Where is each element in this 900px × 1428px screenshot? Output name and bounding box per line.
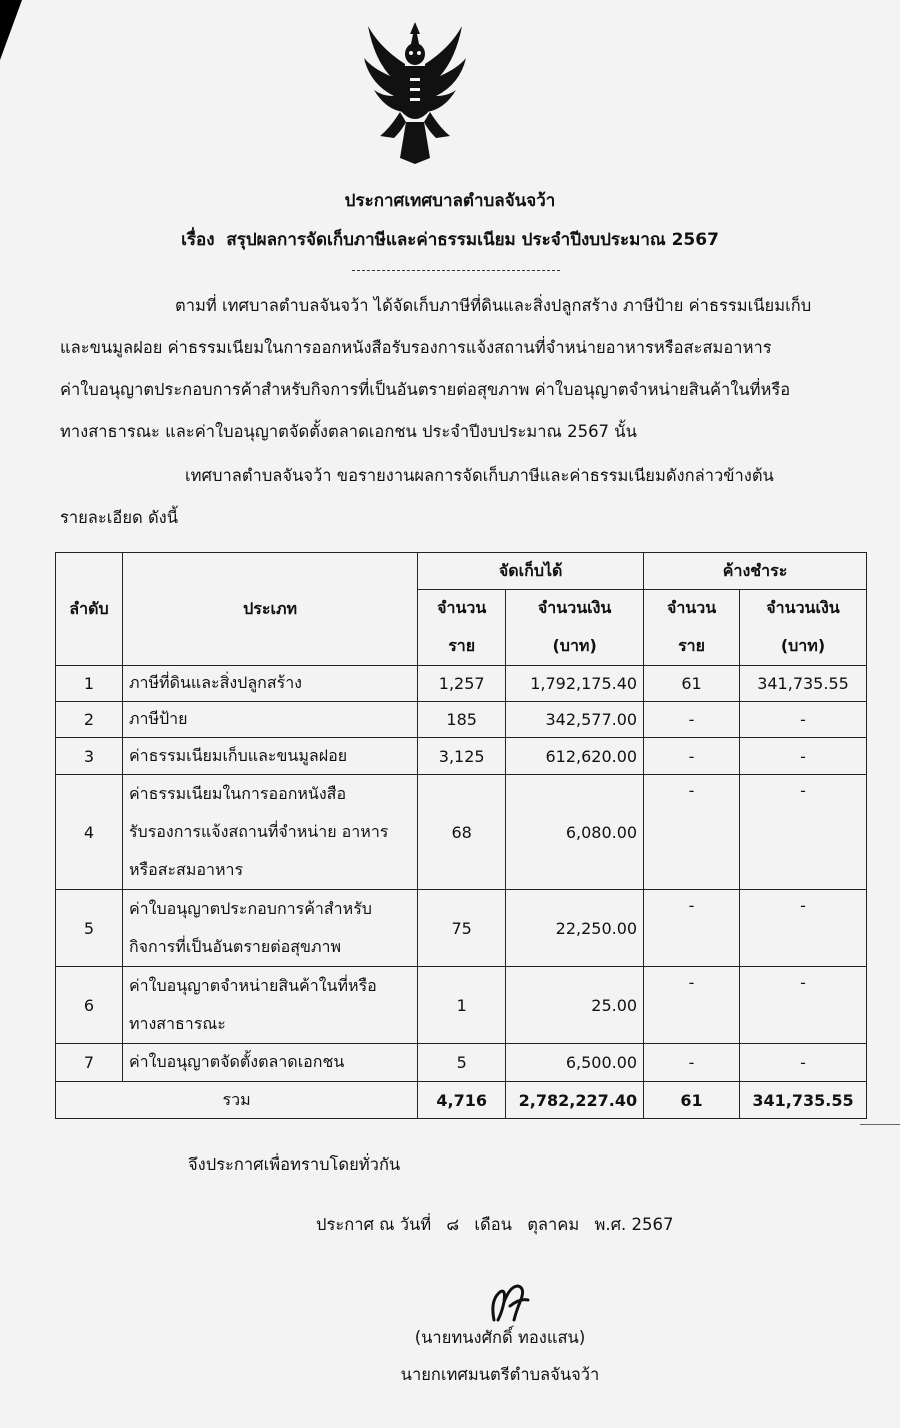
signature-mark (480, 1280, 540, 1325)
total-label: รวม (56, 1082, 418, 1119)
row-out-amount: 341,735.55 (739, 666, 866, 702)
row-count: 1 (418, 967, 506, 1044)
row-amount: 6,080.00 (506, 775, 644, 890)
row-count: 185 (418, 702, 506, 738)
table-row (56, 967, 867, 1044)
row-amount: 612,620.00 (506, 738, 644, 775)
intro-line: ค่าใบอนุญาตประกอบการค้าสำหรับกิจการที่เป็นอันตรายต่อสุขภาพ ค่าใบอนุญาตจำหน่ายสินค้าในที่หรือ (60, 380, 791, 399)
header-amount: จำนวนเงิน (506, 590, 644, 628)
page-corner-shadow (0, 0, 22, 60)
row-type-line: รับรองการแจ้งสถานที่จำหน่าย อาหาร (128, 822, 389, 841)
announcement-title: ประกาศเทศบาลตำบลจันจว้า (344, 191, 556, 211)
row-out-amount: - (739, 1044, 866, 1082)
total-amount: 2,782,227.40 (506, 1082, 644, 1119)
table-row (56, 738, 867, 775)
intro-paragraph (60, 285, 855, 453)
row-type-line: กิจการที่เป็นอันตรายต่อสุขภาพ (128, 937, 342, 956)
row-no: 4 (56, 775, 123, 890)
row-count: 1,257 (418, 666, 506, 702)
page-edge-mark (860, 1124, 900, 1125)
row-type-line: หรือสะสมอาหาร (128, 860, 244, 879)
intro-line: และขนมูลฝอย ค่าธรรมเนียมในการออกหนังสือรับรองการแจ้งสถานที่จำหน่ายอาหารหรือสะสมอาหาร (60, 338, 772, 357)
row-no: 2 (56, 702, 123, 738)
row-amount: 6,500.00 (506, 1044, 644, 1082)
header-no: ลำดับ (56, 553, 123, 666)
date-day: ๘ (446, 1215, 460, 1234)
intro-line: ตามที่ เทศบาลตำบลจันจว้า ได้จัดเก็บภาษีที่ดินและสิ่งปลูกสร้าง ภาษีป้าย ค่าธรรมเนียมเก็บ (175, 296, 812, 315)
subject-text: สรุปผลการจัดเก็บภาษีและค่าธรรมเนียม ประจำปีงบประมาณ 2567 (226, 230, 719, 250)
collection-table (55, 552, 867, 1119)
row-type-line: ค่าธรรมเนียมในการออกหนังสือ (128, 784, 347, 803)
table-row (56, 1044, 867, 1082)
header-amount-unit: (บาท) (506, 628, 644, 666)
row-type: ภาษีป้าย (122, 702, 417, 738)
row-out-count: - (644, 967, 740, 1044)
row-count: 68 (418, 775, 506, 890)
table-row (56, 775, 867, 890)
total-out-amount: 341,735.55 (739, 1082, 866, 1119)
announcement-subject (0, 226, 900, 253)
row-count: 5 (418, 1044, 506, 1082)
row-out-count: - (644, 738, 740, 775)
table-row (56, 890, 867, 967)
row-out-amount: - (739, 702, 866, 738)
row-type: ค่าใบอนุญาตจัดตั้งตลาดเอกชน (122, 1044, 417, 1082)
row-out-count: - (644, 702, 740, 738)
subject-prefix: เรื่อง (181, 230, 215, 250)
row-out-amount: - (739, 738, 866, 775)
header-collected: จัดเก็บได้ (418, 553, 644, 590)
row-out-amount: - (739, 890, 866, 967)
row-type: ค่าธรรมเนียมเก็บและขนมูลฝอย (122, 738, 417, 775)
row-no: 6 (56, 967, 123, 1044)
intro-line: ทางสาธารณะ และค่าใบอนุญาตจัดตั้งตลาดเอกชน ประจำปีงบประมาณ 2567 นั้น (60, 422, 637, 441)
total-count: 4,716 (418, 1082, 506, 1119)
table-row (56, 702, 867, 738)
header-outstanding: ค้างชำระ (644, 553, 867, 590)
garuda-emblem-icon (360, 18, 470, 168)
date-prefix: ประกาศ ณ วันที่ (316, 1215, 432, 1234)
row-out-count: - (644, 1044, 740, 1082)
row-amount: 25.00 (506, 967, 644, 1044)
date-month: ตุลาคม (527, 1215, 580, 1234)
table-row (56, 666, 867, 702)
signatory-position: นายกเทศมนตรีตำบลจันจว้า (400, 1365, 600, 1384)
row-out-count: - (644, 890, 740, 967)
row-type-line: ค่าใบอนุญาตประกอบการค้าสำหรับ (128, 899, 372, 918)
row-type-line: ทางสาธารณะ (128, 1014, 226, 1033)
row-no: 5 (56, 890, 123, 967)
header-out-count: จำนวน (644, 590, 740, 628)
header-out-amount-unit: (บาท) (739, 628, 866, 666)
title-divider (352, 270, 560, 271)
row-no: 7 (56, 1044, 123, 1082)
row-out-count: 61 (644, 666, 740, 702)
row-amount: 22,250.00 (506, 890, 644, 967)
row-count: 75 (418, 890, 506, 967)
row-amount: 342,577.00 (506, 702, 644, 738)
row-type-line: ค่าใบอนุญาตจำหน่ายสินค้าในที่หรือ (128, 976, 377, 995)
date-month-label: เดือน (474, 1215, 512, 1234)
report-line: เทศบาลตำบลจันจว้า ขอรายงานผลการจัดเก็บภาษีและค่าธรรมเนียมดังกล่าวข้างต้น (185, 466, 774, 485)
closing-statement: จึงประกาศเพื่อทราบโดยทั่วกัน (188, 1155, 401, 1174)
date-year: พ.ศ. 2567 (594, 1215, 674, 1234)
total-out-count: 61 (644, 1082, 740, 1119)
table-total-row (56, 1082, 867, 1119)
header-type: ประเภท (122, 553, 417, 666)
row-out-amount: - (739, 967, 866, 1044)
row-type: ภาษีที่ดินและสิ่งปลูกสร้าง (122, 666, 417, 702)
signatory-name: (นายทนงศักดิ์ ทองแสน) (414, 1328, 586, 1347)
row-no: 1 (56, 666, 123, 702)
report-line: รายละเอียด ดังนี้ (60, 508, 178, 527)
row-type (122, 967, 417, 1044)
announcement-date (316, 1212, 684, 1238)
header-count-unit: ราย (418, 628, 506, 666)
report-paragraph (60, 455, 855, 539)
header-out-count-unit: ราย (644, 628, 740, 666)
row-out-count: - (644, 775, 740, 890)
row-amount: 1,792,175.40 (506, 666, 644, 702)
row-type (122, 890, 417, 967)
row-no: 3 (56, 738, 123, 775)
row-count: 3,125 (418, 738, 506, 775)
header-out-amount: จำนวนเงิน (739, 590, 866, 628)
row-out-amount: - (739, 775, 866, 890)
header-count: จำนวน (418, 590, 506, 628)
row-type (122, 775, 417, 890)
